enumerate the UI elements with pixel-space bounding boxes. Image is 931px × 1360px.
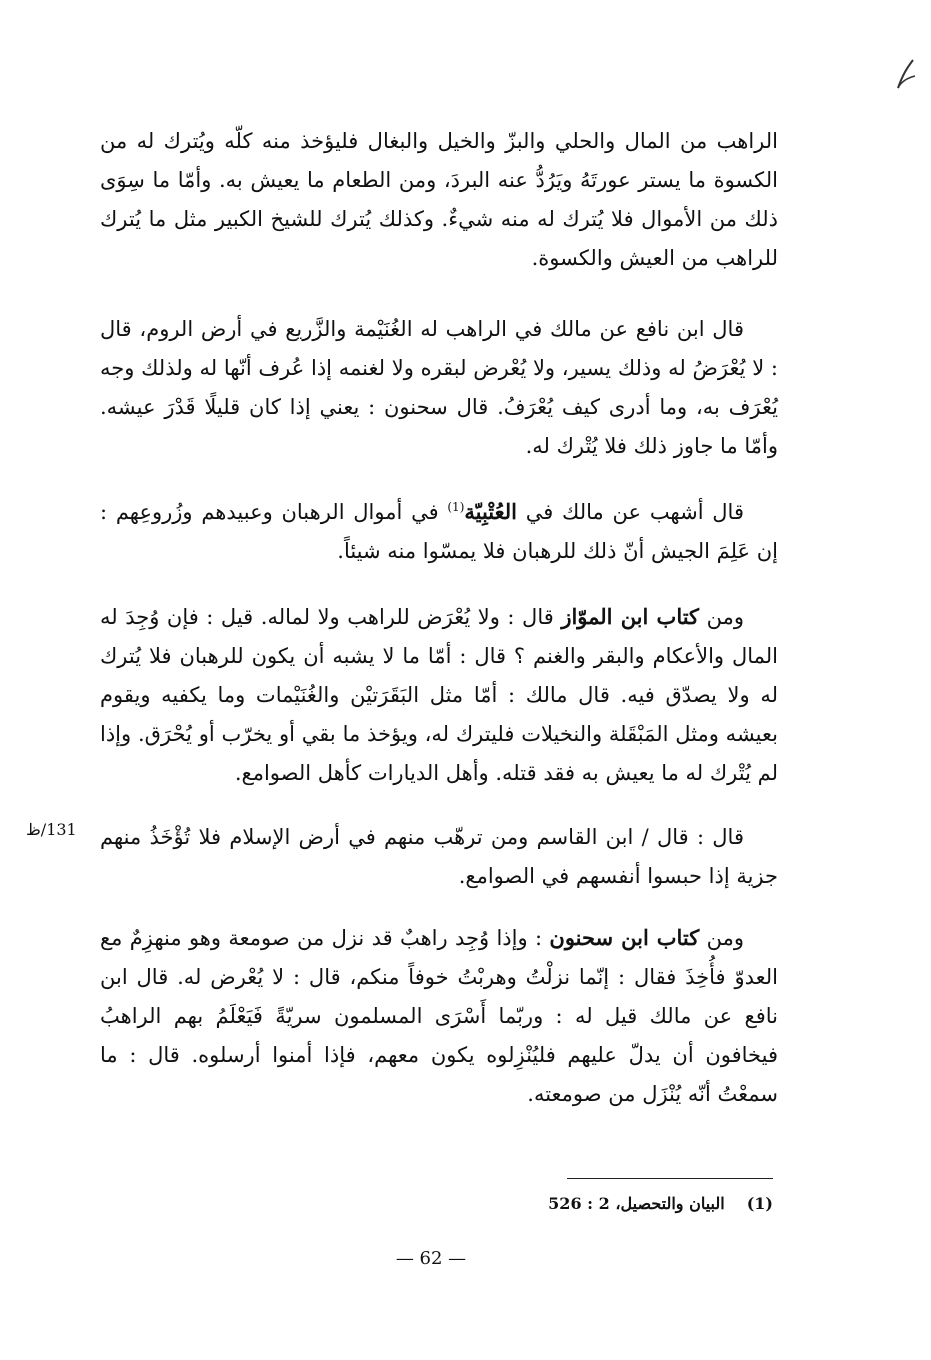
footnote-divider: [567, 1178, 773, 1179]
paragraph-3-bold-term: العُتْبِيّة: [464, 499, 518, 524]
paragraph-6-lead: ومن: [699, 926, 744, 950]
footnote-number: (1): [746, 1194, 773, 1213]
paragraph-4-rest: قال : ولا يُعْرَض للراهب ولا لماله. قيل : فإن وُجِدَ له المال والأعكام والبقر والغنم ؟ قال : أمّا ما لا يشبه أن يكون للرهبان فلا يُترك له ولا يصدّق فيه. قال مالك : أمّا مثل البَقَرَتيْن والغُنَيْمات وما يكفيه ويقوم بعيشه ومثل المَبْقَلة والنخيلات فليترك له، ويؤخذ ما بقي أو يخرّب أو يُحْرَق. وإذا لم يُتْرك له ما يعيش به فقد قتله. وأهل الديارات كأهل الصوامع.: [100, 605, 778, 785]
paragraph-4-bold-term: كتاب ابن الموّاز: [561, 604, 700, 629]
paragraph-4: [100, 597, 778, 793]
footnote-text: البيان والتحصيل، 2 : 526: [548, 1194, 725, 1213]
manuscript-folio-note: 131/ظ: [26, 820, 77, 839]
paragraph-6-bold-term: كتاب ابن سحنون: [549, 925, 700, 950]
paragraph-4-lead: ومن: [699, 605, 744, 629]
footnote-reference: (1): [447, 500, 465, 514]
paragraph-3-lead: قال أشهب عن مالك في: [517, 500, 744, 524]
footnote: [548, 1192, 773, 1216]
paragraph-6-rest: : وإذا وُجِد راهبٌ قد نزل من صومعة وهو منهزِمٌ مع العدوّ فأُخِذَ فقال : إنّما نزلْتُ وهربْتُ خوفاً منكم، قال : لا يُعْرض له. قال ابن نافع عن مالك قيل له : وربّما أَسْرَى المسلمون سريّةً فَيَعْلَمُ بهم الراهبُ فيخافون أن يدلّ عليهم فليُنْزِلوه يكون معهم، فإذا أمنوا أرسلوه. قال : ما سمعْتُ أنّه يُنْزَل من صومعته.: [100, 926, 778, 1106]
page-number: — 62 —: [395, 1248, 467, 1269]
paragraph-1: الراهب من المال والحلي والبزّ والخيل والبغال فليؤخذ منه كلّه ويُترك له من الكسوة ما يستر عورتَهُ ويَرُدُّ عنه البردَ، ومن الطعام ما يعيش به. وأمّا ما سِوَى ذلك من الأموال فلا يُترك له منه شيءٌ. وكذلك يُترك للشيخ الكبير مثل ما يُترك للراهب من العيش والكسوة.: [100, 129, 778, 270]
paragraph-2: قال ابن نافع عن مالك في الراهب له الغُنَيْمة والزَّريع في أرض الروم، قال : لا يُعْرَضُ له وذلك يسير، ولا يُعْرض لبقره ولا لغنمه إذا عُرف أنّها له ولذلك وجه يُعْرَف به، وما أدرى كيف يُعْرَفُ. قال سحنون : يعني إذا كان قليلًا قَدْرَ عيشه. وأمّا ما جاوز ذلك فلا يُتْرك له.: [100, 317, 778, 458]
pen-mark-icon: [895, 58, 917, 90]
paragraph-6: [100, 918, 778, 1114]
paragraph-3: [100, 492, 778, 571]
paragraph-5: قال : قال / ابن القاسم ومن ترهّب منهم في أرض الإسلام فلا تُؤْخَذُ منهم جزية إذا حبسوا أنفسهم في الصوامع.: [100, 825, 778, 888]
paragraph-3-rest: في أموال الرهبان وعبيدهم وزُروعِهم : إن عَلِمَ الجيش أنّ ذلك للرهبان فلا يمسّوا منه شيئاً.: [100, 500, 778, 563]
